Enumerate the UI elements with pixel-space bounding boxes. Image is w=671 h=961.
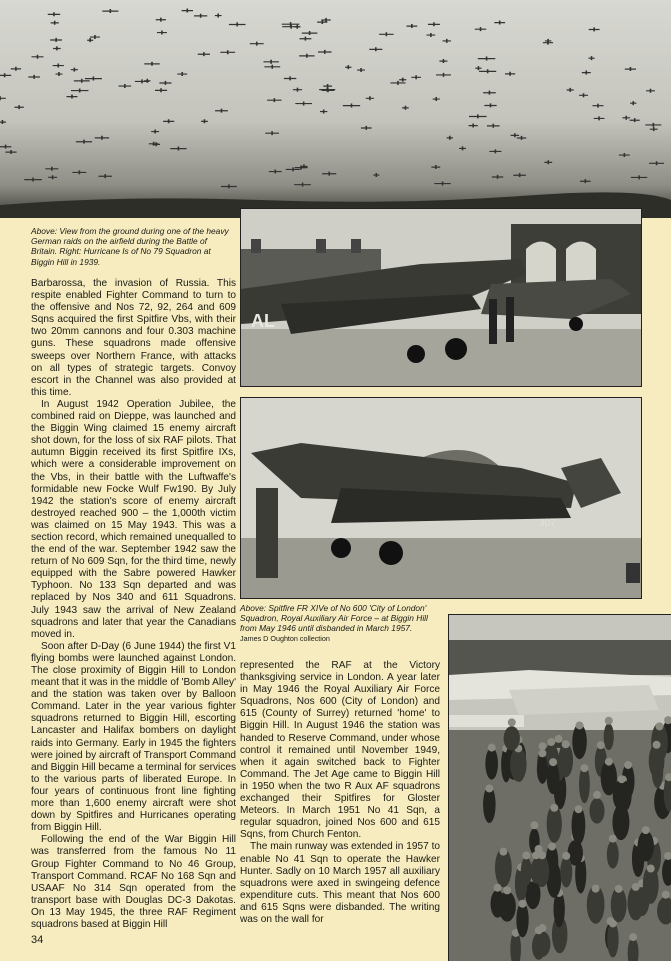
caption-top	[31, 226, 235, 267]
crowd-head	[535, 926, 543, 934]
caption-spitfire-text: Above: Spitfire FR XIVe of No 600 'City of London' Squadron, Royal Auxiliary Air Force – at Biggin Hill from May 1946 until disbanded in March 1957.	[240, 603, 428, 634]
crowd-figure	[607, 841, 619, 869]
crowd-head	[618, 775, 626, 783]
crowd-head	[532, 851, 540, 859]
svg-text:AL: AL	[251, 311, 275, 331]
article-column-2	[240, 660, 440, 926]
crowd-head	[662, 891, 670, 899]
paragraph-3: Soon after D-Day (6 June 1944) the first V1 flying bombs were launched against London. The close proximity of Biggin Hill to London meant that it was in the middle of 'Bomb Alley' and the station was taken over by Balloon Command. Later in the year various fighter squadrons returned to Biggin Hill, escorting Lancaster and Halifax bombers on daylight raids into Germany. Early in 1945 the fighters were joined by aircraft of Transport Command and Biggin Hill became a terminal for services to the various parts of liberated Europe. In four years of continuous front line fighting more than 1,600 enemy aircraft were shot down by Spitfires and Hurricanes operating from Biggin Hill.	[31, 640, 236, 834]
photo-raid-sky	[0, 0, 671, 218]
crowd-head	[508, 718, 516, 726]
crowd-figure	[589, 798, 604, 823]
crowd-figure	[485, 748, 498, 780]
crowd-head	[499, 848, 507, 856]
crowd-head	[592, 885, 600, 893]
crowd-head	[647, 865, 655, 873]
paragraph-6: The main runway was extended in 1957 to enable No 41 Sqn to operate the Hawker Hunter. Sadly on 10 March 1957 all auxiliary squadrons were axed in swingeing defence expenditure cuts. This meant that Nos 600 and 615 Sqns were disbanded. The writing was on the wall for	[240, 841, 440, 925]
crowd-head	[597, 741, 605, 749]
crowd-head	[562, 852, 570, 860]
crowd-head	[548, 843, 556, 851]
crowd-figure	[613, 779, 631, 811]
svg-text:307: 307	[539, 518, 556, 529]
crowd-head	[539, 742, 547, 750]
crowd-head	[624, 761, 632, 769]
crowd-figure	[491, 890, 505, 918]
paragraph-2: In August 1942 Operation Jubilee, the combined raid on Dieppe, was launched and the Biggin Wing claimed 15 enemy aircraft shot down, for the loss of six RAF pilots. That autumn Biggin received its first Spitfire IXs, which were a considerable improvement on the Vbs, in their battle with the Luftwaffe's formidable new Focke Wulf Fw190. By July 1942 the station's score of enemy aircraft destroyed reached 900 – the 1,000th victim was claimed on 15 May 1943. This was a section record, which remained unequalled to the end of the war. September 1942 saw the return of No 609 Sqn, for the third time, newly equipped with the Sabre powered Hawker Typhoon. No 133 Sqn departed and was replaced by Nos 340 and 611 Squadrons. July 1943 saw the arrival of New Zealand squadrons and later that year the Canadians moved in.	[31, 398, 236, 640]
crowd-head	[488, 744, 496, 752]
photo-spitfire	[240, 397, 642, 599]
crowd-head	[555, 735, 563, 743]
crowd-head	[629, 933, 637, 941]
crowd-head	[485, 784, 493, 792]
crowd-figure	[504, 726, 520, 750]
crowd-head	[530, 821, 538, 829]
crowd-head	[615, 885, 623, 893]
photo-hurricanes	[240, 208, 642, 387]
crowd-head	[562, 740, 570, 748]
crowd-figure	[532, 933, 546, 960]
caption-top-text: Above: View from the ground during one of the heavy German raids on the airfield during the Battle of Britain. Right: Hurricane Is of No 79 Squadron at Biggin Hill in 1939.	[31, 226, 229, 267]
crowd-head	[494, 884, 502, 892]
crowd-figure	[521, 857, 532, 886]
crowd-head	[632, 883, 640, 891]
crowd-head	[580, 764, 588, 772]
crowd-head	[642, 826, 650, 834]
photo-crowd	[448, 614, 671, 961]
crowd-head	[605, 717, 613, 725]
crowd-head	[653, 741, 661, 749]
crowd-figure	[604, 723, 614, 750]
crowd-head	[549, 758, 557, 766]
crowd-head	[538, 749, 546, 757]
crowd-head	[576, 721, 584, 729]
paragraph-5: represented the RAF at the Victory thanksgiving service in London. A year later in May 1946 the Royal Auxiliary Air Force Squadrons, Nos 600 (City of London) and 615 (County of Surrey) returned 'home' to Biggin Hill. In August 1946 the station was handed to Reserve Command, under whose control it remained until November 1949, when it again switched back to Fighter Command. The Jet Age came to Biggin Hill in 1950 when the two R Aux AF squadrons exchanged their Spitfires for Gloster Meteors. In March 1951 No 41 Sqn, a regular squadron, joined Nos 600 and 615 Sqns, from Church Fenton.	[240, 660, 440, 841]
paragraph-1: Barbarossa, the invasion of Russia. This respite enabled Fighter Command to turn to the offensive and Nos 72, 92, 264 and 609 Sqns acquired the first Spitfire Vbs, with their two 20mm cannons and four 0.303 machine guns. These squadrons made offensive sweeps over Northern France, with attacks on all types of strategic targets. Convoy escort in the Channel was also provided at this time.	[31, 278, 236, 398]
crowd-head	[503, 886, 511, 894]
article-column-1	[31, 278, 236, 931]
crowd-head	[609, 835, 617, 843]
crowd-figure	[558, 743, 573, 777]
photo-credit: James D Oughton collection	[240, 633, 330, 643]
crowd-head	[656, 722, 664, 730]
crowd-figure	[537, 755, 548, 784]
page-number: 34	[31, 934, 44, 946]
crowd-figure	[638, 831, 654, 862]
paragraph-4: Following the end of the War Biggin Hill was transferred from the famous No 11 Group Fighter Command to No 46 Group, Transport Command. RCAF No 168 Sqn and USAAF No 314 Sqn operated from the transport base with Douglas DC-3 Dakotas. On 13 May 1945, the three RAF Regiment squadrons based at Biggin Hill	[31, 834, 236, 930]
caption-spitfire	[240, 603, 440, 644]
crowd-figure	[530, 859, 541, 883]
crowd-head	[547, 738, 555, 746]
crowd-head	[593, 791, 601, 799]
crowd-head	[519, 900, 527, 908]
crowd-head	[605, 758, 613, 766]
crowd-head	[550, 804, 558, 812]
crowd-figure	[547, 762, 560, 794]
crowd-head	[522, 851, 530, 859]
crowd-figure	[560, 856, 572, 887]
crowd-head	[574, 805, 582, 813]
